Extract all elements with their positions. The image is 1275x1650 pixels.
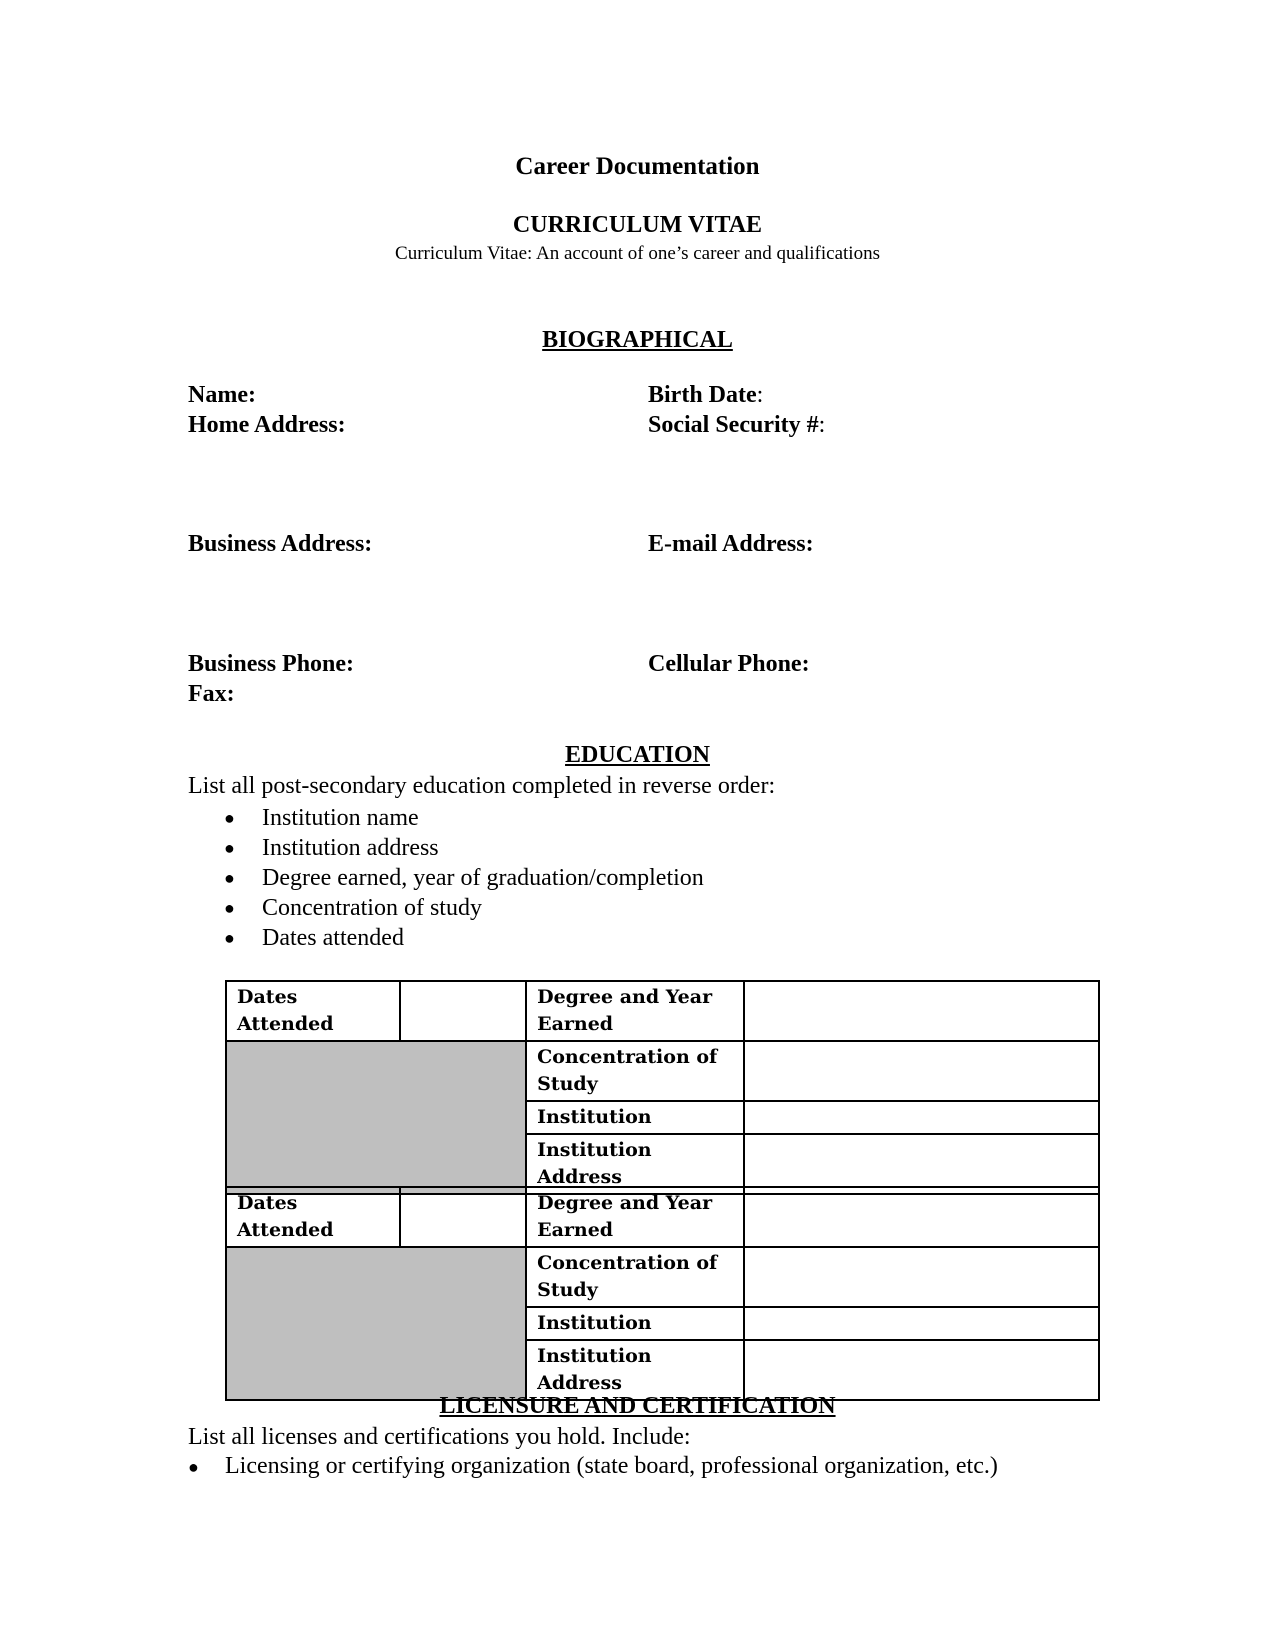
- document-title: Career Documentation: [515, 153, 760, 180]
- degree-year-field[interactable]: [744, 1187, 1099, 1247]
- email-address-label: E-mail Address:: [648, 531, 814, 557]
- degree-year-field[interactable]: [744, 981, 1099, 1041]
- cv-heading: CURRICULUM VITAE: [512, 212, 763, 238]
- education-table-1: [225, 980, 1100, 1195]
- education-table-2: [225, 1186, 1100, 1401]
- institution-field[interactable]: [744, 1101, 1099, 1134]
- business-address-label: Business Address:: [188, 531, 373, 557]
- ssn-label: Social Security #:: [648, 412, 826, 438]
- degree-year-label: Degree and Year Earned: [526, 981, 744, 1041]
- dates-attended-label: Dates Attended: [226, 981, 400, 1041]
- bullet-icon: ●: [224, 898, 235, 918]
- bullet-icon: ●: [224, 868, 235, 888]
- concentration-field[interactable]: [744, 1247, 1099, 1307]
- cellular-phone-label: Cellular Phone:: [648, 651, 810, 677]
- institution-address-label: Institution Address: [526, 1340, 744, 1400]
- fax-label: Fax:: [188, 681, 235, 707]
- dates-attended-label: Dates Attended: [226, 1187, 400, 1247]
- licensure-intro: List all licenses and certifications you hold. Include:: [188, 1424, 691, 1450]
- biographical-heading: BIOGRAPHICAL: [542, 327, 733, 353]
- licensure-heading: LICENSURE AND CERTIFICATION: [439, 1393, 836, 1419]
- shaded-cell: [226, 1247, 526, 1400]
- list-item: ● Licensing or certifying organization (state board, professional organization, etc.): [188, 1453, 998, 1479]
- table-row: [226, 1187, 1099, 1247]
- home-address-label: Home Address:: [188, 412, 346, 438]
- institution-address-label: Institution Address: [526, 1134, 744, 1194]
- birth-date-label: Birth Date:: [648, 382, 764, 408]
- concentration-field[interactable]: [744, 1041, 1099, 1101]
- shaded-cell: [226, 1041, 526, 1194]
- list-item: ● Institution name: [224, 805, 419, 831]
- list-item: ● Degree earned, year of graduation/completion: [224, 865, 704, 891]
- institution-address-field[interactable]: [744, 1134, 1099, 1194]
- institution-address-field[interactable]: [744, 1340, 1099, 1400]
- table-row: [226, 1041, 1099, 1101]
- cv-subtitle: Curriculum Vitae: An account of one’s career and qualifications: [395, 243, 880, 264]
- table-row: [226, 1247, 1099, 1307]
- degree-year-label: Degree and Year Earned: [526, 1187, 744, 1247]
- name-label: Name:: [188, 382, 256, 408]
- bullet-icon: ●: [224, 808, 235, 828]
- dates-attended-field[interactable]: [400, 1187, 526, 1247]
- education-intro: List all post-secondary education completed in reverse order:: [188, 773, 776, 799]
- concentration-label: Concentration of Study: [526, 1247, 744, 1307]
- institution-label: Institution: [526, 1307, 744, 1340]
- institution-label: Institution: [526, 1101, 744, 1134]
- table-row: [226, 981, 1099, 1041]
- list-item: ● Concentration of study: [224, 895, 482, 921]
- education-bullet-list: [224, 803, 704, 953]
- dates-attended-field[interactable]: [400, 981, 526, 1041]
- business-phone-label: Business Phone:: [188, 651, 355, 677]
- bullet-icon: ●: [188, 1457, 199, 1477]
- list-item: ● Dates attended: [224, 925, 404, 951]
- bullet-icon: ●: [224, 928, 235, 948]
- institution-field[interactable]: [744, 1307, 1099, 1340]
- concentration-label: Concentration of Study: [526, 1041, 744, 1101]
- education-heading: EDUCATION: [565, 742, 710, 768]
- bullet-icon: ●: [224, 838, 235, 858]
- list-item: ● Institution address: [224, 835, 439, 861]
